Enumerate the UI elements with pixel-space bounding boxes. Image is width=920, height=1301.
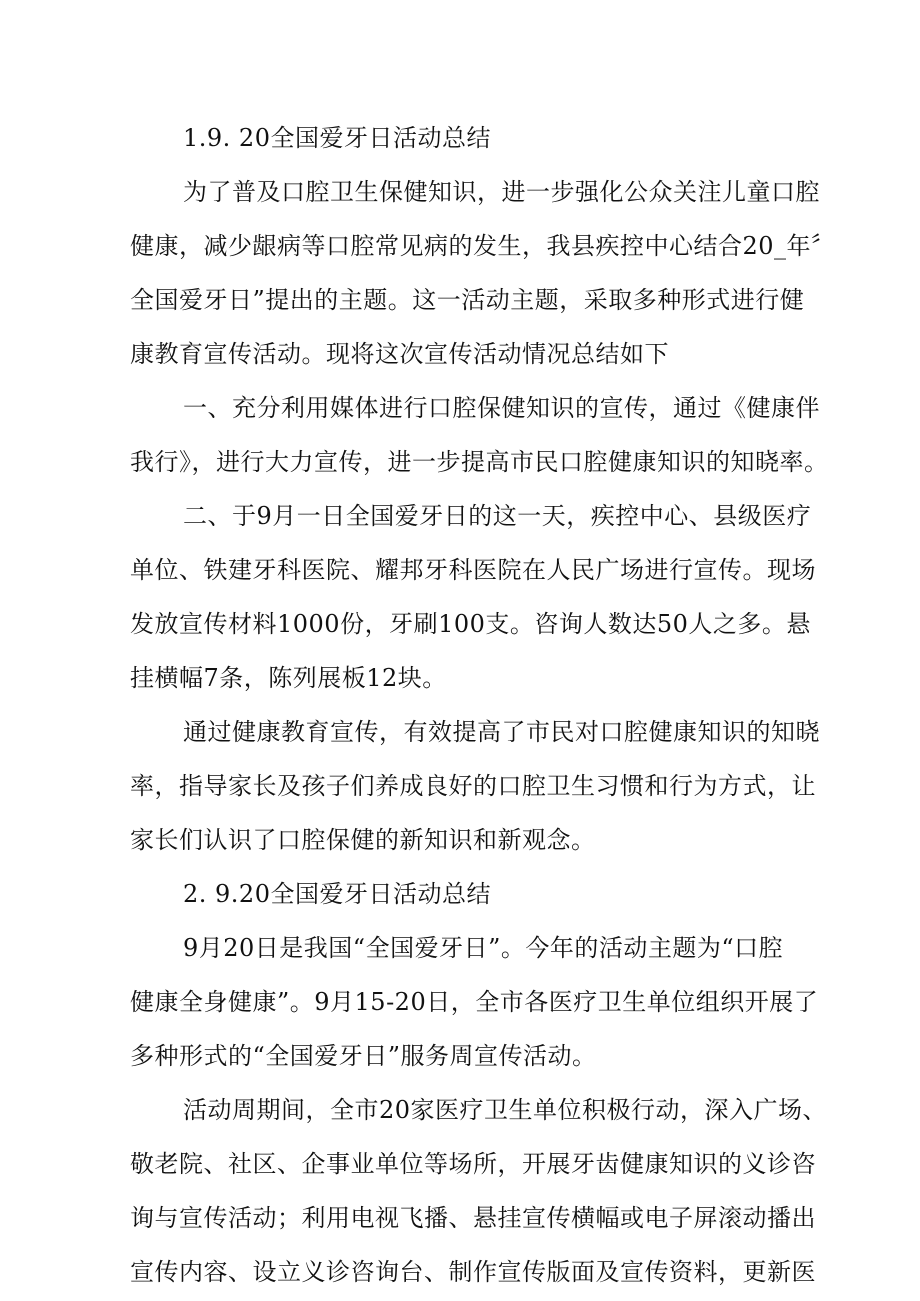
section-1-heading: 1.9. 20全国爱牙日活动总结 [183, 124, 491, 152]
paragraph-result-line-3: 家长们认识了口腔保健的新知识和新观念。 [130, 826, 596, 854]
paragraph-intro-line-4: 康教育宣传活动。现将这次宣传活动情况总结如下 [130, 340, 669, 368]
paragraph-event-line-4: 挂横幅7条，陈列展板12块。 [130, 664, 447, 692]
paragraph-theme-line-1: 9月20日是我国“全国爱牙日”。今年的活动主题为“口腔 [183, 934, 784, 962]
paragraph-result-line-1: 通过健康教育宣传，有效提高了市民对口腔健康知识的知晓 [183, 718, 820, 746]
paragraph-theme-line-2: 健康全身健康”。9月15-20日，全市各医疗卫生单位组织开展了 [130, 988, 819, 1016]
paragraph-activity-line-1: 活动周期间，全市20家医疗卫生单位积极行动，深入广场、 [183, 1096, 828, 1124]
paragraph-event-line-1: 二、于9月一日全国爱牙日的这一天，疾控中心、县级医疗 [183, 502, 812, 530]
paragraph-media-line-2: 我行》，进行大力宣传，进一步提高市民口腔健康知识的知晓率。 [130, 448, 829, 476]
paragraph-activity-line-3: 询与宣传活动；利用电视飞播、悬挂宣传横幅或电子屏滚动播出 [130, 1204, 816, 1232]
paragraph-intro-line-3: 全国爱牙日”提出的主题。这一活动主题，采取多种形式进行健 [130, 286, 805, 314]
paragraph-result-line-2: 率，指导家长及孩子们养成良好的口腔卫生习惯和行为方式，让 [130, 772, 816, 800]
section-2-heading: 2. 9.20全国爱牙日活动总结 [183, 880, 491, 908]
paragraph-activity-line-2: 敬老院、社区、企事业单位等场所，开展牙齿健康知识的义诊咨 [130, 1150, 816, 1178]
paragraph-intro-line-1: 为了普及口腔卫生保健知识，进一步强化公众关注儿童口腔 [183, 178, 820, 206]
paragraph-activity-line-4: 宣传内容、设立义诊咨询台、制作宣传版面及宣传资料，更新医 [130, 1258, 816, 1286]
paragraph-intro-line-2: 健康，减少龈病等口腔常见病的发生，我县疾控中心结合20_年〞 [130, 232, 836, 260]
paragraph-theme-line-3: 多种形式的“全国爱牙日”服务周宣传活动。 [130, 1042, 597, 1070]
paragraph-event-line-2: 单位、铁建牙科医院、耀邦牙科医院在人民广场进行宣传。现场 [130, 556, 816, 584]
paragraph-event-line-3: 发放宣传材料1000份，牙刷100支。咨询人数达50人之多。悬 [130, 610, 811, 638]
paragraph-media-line-1: 一、充分利用媒体进行口腔保健知识的宣传，通过《健康伴 [183, 394, 820, 422]
